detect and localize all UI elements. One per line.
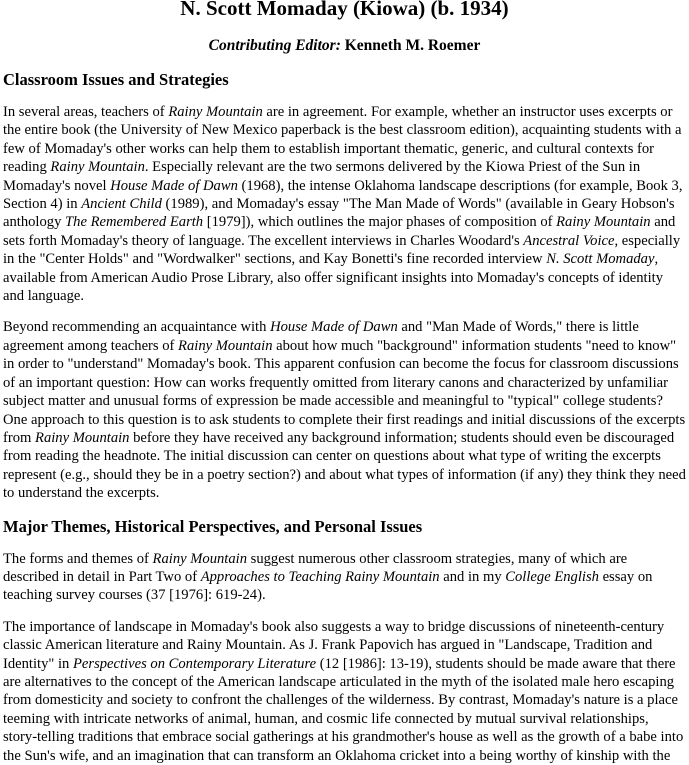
- text-run: [1979]), which outlines the major phases of composition of: [203, 214, 557, 231]
- italic-title: Approaches to Teaching Rainy Mountain: [200, 568, 440, 585]
- italic-title: N. Scott Momaday: [546, 251, 655, 268]
- italic-title: Rainy Mountain: [556, 214, 651, 231]
- italic-title: Rainy Mountain: [35, 429, 130, 446]
- text-run: . Especially relevant are the two sermons delivered by the Kiowa Priest of the Sun in Momaday's novel: [3, 159, 641, 194]
- italic-title: The Remembered Earth: [65, 214, 204, 231]
- text-run: and sets forth Momaday's theory of language. The excellent interviews in Charles Woodard's: [3, 214, 676, 249]
- text-run: (1989), and Momaday's essay "The Man Made of Words" (available in Geary Hobson's anthology: [3, 196, 675, 231]
- text-run: suggest numerous other classroom strategies, many of which are described in detail in Part Two of: [3, 550, 628, 585]
- text-run: , especially in the "Center Holds" and "Wordwalker" sections, and Kay Bonetti's fine recorded interview: [3, 232, 681, 268]
- italic-title: House Made of Dawn: [270, 319, 398, 336]
- text-run: The importance of landscape in Momaday's book also suggests a way to bridge discussions of nineteenth-century classic American literature and Rainy Mountain. As J. Frank Papovich has argued in "Landscape, Tradition and Identity" in: [3, 618, 665, 672]
- section-heading: Classroom Issues and Strategies: [3, 70, 229, 89]
- italic-title: College English: [505, 568, 599, 585]
- paragraph: [3, 103, 686, 305]
- editor-name: Kenneth M. Roemer: [340, 37, 481, 54]
- text-run: , available from American Audio Prose Library, also offer significant insights into Momaday's concepts of identity and language.: [3, 251, 664, 305]
- text-run: are in agreement. For example, whether an instructor uses excerpts or the entire book (the University of New Mexico paperback is the best classroom edition), acquainting students with a few of Momaday's other works can help them to establish important thematic, generic, and cultural contexts for reading: [3, 104, 682, 176]
- text-run: before they have received any background information; students should even be discouraged from reading the headnote. The initial discussion can center on questions about what type of writing the excerpts represent (e.g., should they be in a poetry section?) and about what types of information (if any) they think they need to understand the excerpts.: [3, 429, 686, 502]
- document-body: [3, 70, 686, 765]
- text-run: In several areas, teachers of: [3, 104, 169, 120]
- paragraph: [3, 318, 686, 502]
- italic-title: Rainy Mountain: [168, 104, 263, 120]
- editor-label: Contributing Editor:: [208, 37, 341, 54]
- section: [3, 70, 686, 503]
- italic-title: Rainy Mountain: [50, 159, 145, 176]
- italic-title: Ancestral Voice: [523, 232, 615, 249]
- text-run: essay on teaching survey courses (37 [1976]: 619-24).: [3, 568, 653, 604]
- italic-title: Ancient Child: [81, 196, 162, 213]
- section: [3, 517, 686, 765]
- text-run: and "Man Made of Words," there is little agreement among teachers of: [3, 319, 639, 354]
- contributing-editor: [3, 36, 686, 56]
- italic-title: Perspectives on Contemporary Literature: [73, 655, 317, 672]
- italic-title: Rainy Mountain: [152, 550, 247, 567]
- text-run: (12 [1986]: 13-19), students should be made aware that there are alternatives to the concept of the American landscape articulated in the myth of the isolated male hero escaping from domesticity and society to confront the challenges of the wilderness. By contrast, Momaday's nature is a place teeming with intricate networks of animal, human, and cosmic life connected by mutual survival relationships, story-telling traditions that embrace social gatherings at his grandmother's house as well as the growth of a babe into the Sun's wife, and an imagination that can transform an Oklahoma cricket into a being worthy of kinship with the: [3, 655, 684, 764]
- text-run: about how much "background" information students "need to know" in order to "understand" Momaday's book. This apparent confusion can become the focus for classroom discussions of an important question: How can works frequently omitted from literary canons and characterized by unfamiliar subject matter and unusual forms of expression be made accessible and meaningful to "typical" college students? One approach to this question is to ask students to complete their first readings and initial discussions of the excerpts from: [3, 337, 686, 446]
- italic-title: Rainy Mountain: [178, 337, 273, 354]
- italic-title: House Made of Dawn: [110, 177, 238, 194]
- page-title: N. Scott Momaday (Kiowa) (b. 1934): [180, 0, 509, 20]
- text-run: (1968), the intense Oklahoma landscape descriptions (for example, Book 3, Section 4) in: [3, 177, 683, 213]
- section-heading: Major Themes, Historical Perspectives, and Personal Issues: [3, 516, 423, 536]
- text-run: Beyond recommending an acquaintance with: [3, 319, 271, 336]
- paragraph: [3, 550, 686, 605]
- text-run: The forms and themes of: [3, 550, 153, 567]
- text-run: and in my: [439, 568, 506, 585]
- paragraph: [3, 618, 686, 765]
